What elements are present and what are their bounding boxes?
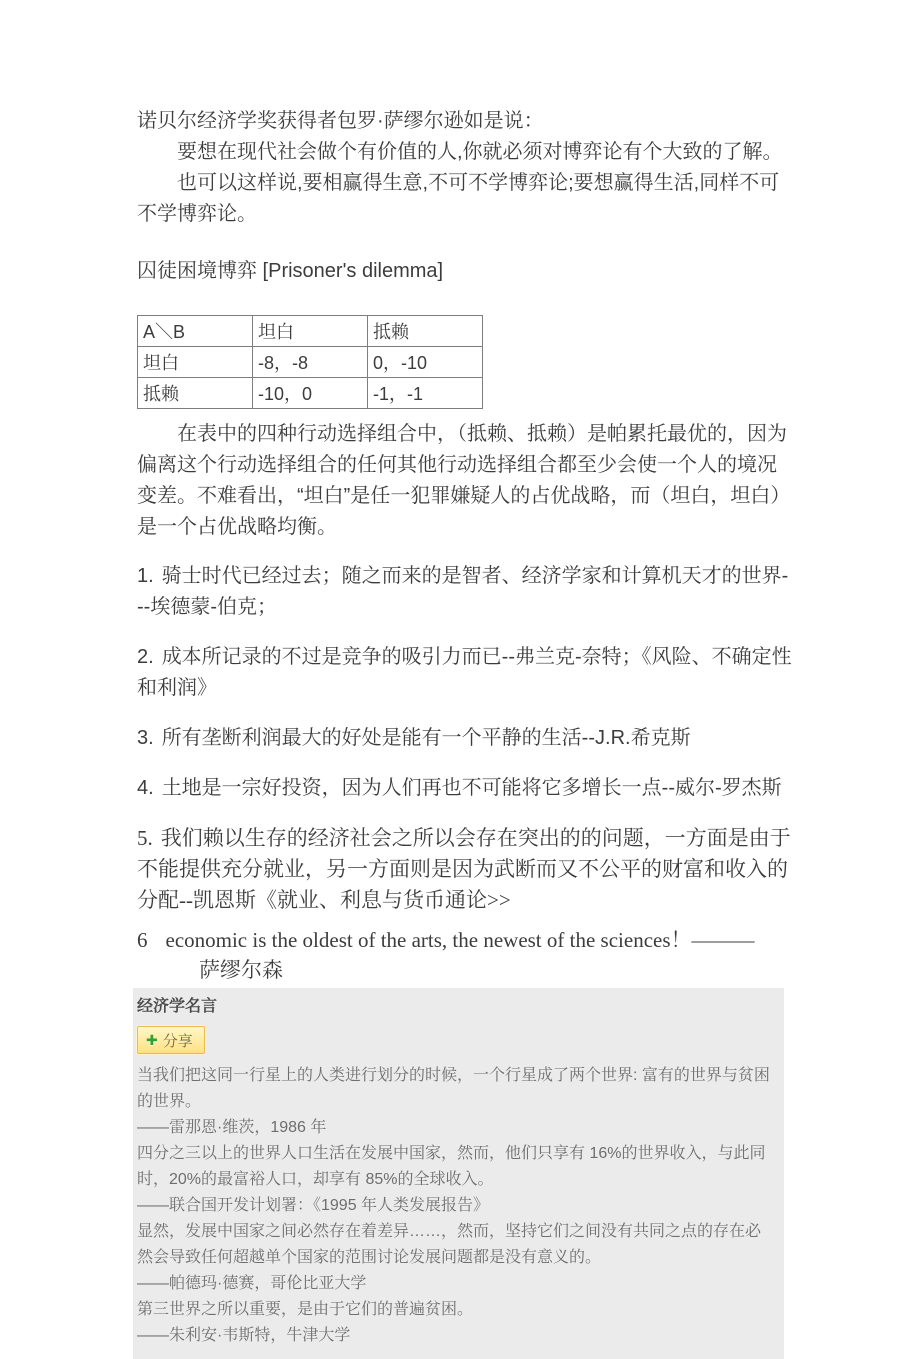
panel-attribution: ——雷那恩·维茨，1986 年	[137, 1119, 327, 1136]
payoff-row-label: 抵赖	[138, 378, 253, 409]
panel-attribution: ——联合国开发计划署：《1995 年人类发展报告》	[137, 1197, 490, 1214]
panel-attribution: ——朱利安·韦斯特，牛津大学	[137, 1327, 351, 1344]
payoff-cell: -1，-1	[368, 378, 483, 409]
quote-text: 我们赖以生存的经济社会之所以会存在突出的的问题，一方面是由于不能提供充分就业，另一方面则是因为武断而又不公平的财富和收入的分配--凯恩斯《就业、利息与货币通论>>	[137, 826, 791, 912]
payoff-matrix-table	[137, 315, 483, 409]
quote-line	[137, 925, 792, 955]
quote-text: 成本所记录的不过是竞争的吸引力而已--弗兰克-奈特；《风险、不确定性和利润》	[137, 646, 792, 699]
payoff-header-row	[138, 316, 483, 347]
quote-number: 4.	[137, 777, 154, 799]
panel-paragraph: 当我们把这同一行星上的人类进行划分的时候，一个行星成了两个世界: 富有的世界与贫困的世界。	[137, 1067, 770, 1110]
prisoners-dilemma-heading: 囚徒困境博弈 [Prisoner's dilemma]	[137, 260, 444, 282]
payoff-row	[138, 378, 483, 409]
panel-paragraph: 第三世界之所以重要，是由于它们的普遍贫困。	[137, 1301, 474, 1318]
quote-item-2	[137, 642, 792, 704]
plus-icon: ✚	[146, 1032, 158, 1048]
payoff-cell: -8，-8	[253, 347, 368, 378]
quote-text: 土地是一宗好投资，因为人们再也不可能将它多增长一点--威尔-罗杰斯	[161, 777, 782, 799]
payoff-cell: -10，0	[253, 378, 368, 409]
economics-quotes-panel	[133, 988, 784, 1359]
quote-number: 5.	[137, 826, 153, 850]
analysis-paragraph: 在表中的四种行动选择组合中，（抵赖、抵赖）是帕累托最优的，因为偏离这个行动选择组合的任何其他行动选择组合都至少会使一个人的境况变差。不难看出，“坦白”是任一犯罪嫌疑人的占优战略，而（坦白，坦白）是一个占优战略均衡。	[137, 423, 791, 538]
payoff-header-cell: A＼B	[138, 316, 253, 347]
quote-author: 萨缪尔森	[199, 958, 283, 982]
quote-item-4	[137, 773, 792, 804]
intro-paragraph-2: 要想在现代社会做个有价值的人,你就必须对博弈论有个大致的了解。	[177, 141, 783, 163]
quote-text: 所有垄断利润最大的好处是能有一个平静的生活--J.R.希克斯	[161, 727, 691, 749]
quotes-list	[137, 561, 792, 985]
quote-item-1	[137, 561, 792, 623]
payoff-header-cell: 坦白	[253, 316, 368, 347]
quote-item-5	[137, 823, 792, 916]
panel-paragraph: 四分之三以上的世界人口生活在发展中国家，然而，他们只享有 16%的世界收入，与此同时，20%的最富裕人口，却享有 85%的全球收入。	[137, 1145, 766, 1188]
quote-item-3	[137, 723, 792, 754]
panel-attribution: ——帕德玛·德赛，哥伦比亚大学	[137, 1275, 367, 1292]
panel-title: 经济学名言	[137, 998, 218, 1015]
intro-paragraph-1: 诺贝尔经济学奖获得者包罗·萨缪尔逊如是说：	[137, 110, 544, 132]
intro-paragraph-3: 也可以这样说,要相赢得生意,不可不学博弈论;要想赢得生活,同样不可不学博弈论。	[137, 172, 780, 225]
share-button-label: 分享	[162, 1032, 193, 1050]
quote-number: 3.	[137, 727, 154, 749]
share-button[interactable]	[137, 1026, 205, 1054]
payoff-cell: 0，-10	[368, 347, 483, 378]
payoff-row-label: 坦白	[138, 347, 253, 378]
quote-number: 2.	[137, 646, 154, 668]
quote-item-6	[137, 925, 792, 985]
payoff-header-cell: 抵赖	[368, 316, 483, 347]
quote-text: economic is the oldest of the arts, the newest of the sciences！———	[165, 928, 755, 952]
quote-number: 1.	[137, 565, 154, 587]
panel-paragraph: 显然，发展中国家之间必然存在着差异……，然而，坚持它们之间没有共同之点的存在必然会导致任何超越单个国家的范围讨论发展问题都是没有意义的。	[137, 1223, 762, 1266]
quote-text: 骑士时代已经过去；随之而来的是智者、经济学家和计算机天才的世界---埃德蒙-伯克；	[137, 565, 789, 618]
quote-number: 6	[137, 928, 148, 952]
payoff-row	[138, 347, 483, 378]
